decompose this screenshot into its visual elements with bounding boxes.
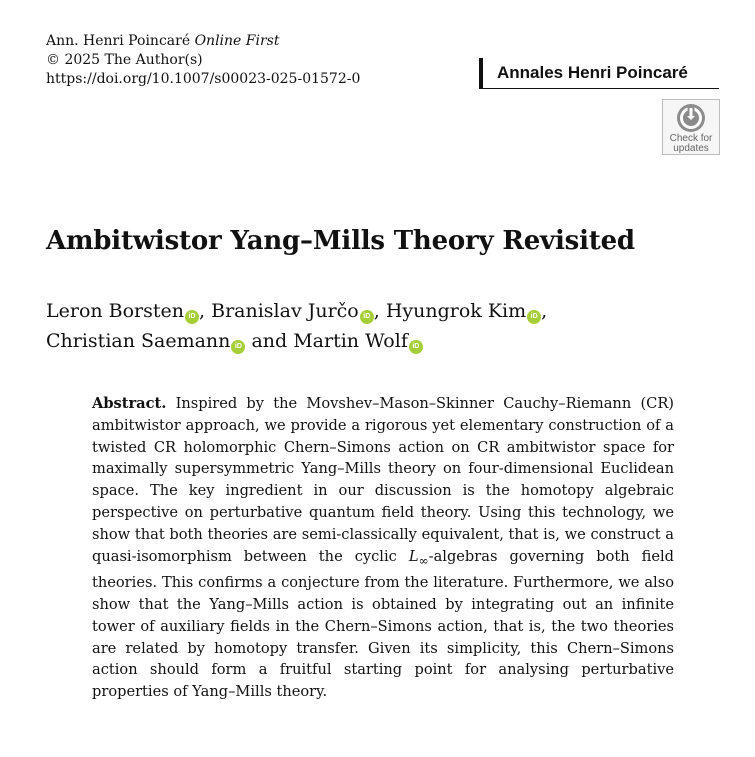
author-list	[46, 296, 706, 356]
infinity-subscript: ∞	[418, 553, 429, 568]
journal-name: Annales Henri Poincaré	[497, 63, 688, 82]
journal-name-box	[479, 58, 688, 88]
check-for-updates-badge[interactable]	[662, 99, 720, 155]
author-name: Martin Wolf	[293, 330, 408, 352]
updates-label: updates	[673, 143, 709, 154]
abstract-text-part-1: Inspired by the Movshev–Mason–Skinner Cauchy–Riemann (CR) ambitwistor approach, we provide a rigorous yet elementary construction of a twisted CR holomorphic Chern–Simons action on CR ambitwistor space for maximally supersymmetric Yang–Mills theory on four-dimensional Euclidean space. The key ingredient in our discussion is the homotopy algebraic perspective on perturbative quantum field theory. Using this technology, we show that both theories are semi-classically equivalent, that is, we construct a quasi-isomorphism between the cyclic	[92, 395, 674, 565]
author-separator: ,	[541, 300, 548, 322]
orcid-icon[interactable]: iD	[360, 310, 374, 324]
doi-link[interactable]: https://doi.org/10.1007/s00023-025-01572-0	[46, 71, 361, 87]
abstract-label: Abstract.	[92, 395, 167, 412]
author-name: Christian Saemann	[46, 330, 231, 352]
abstract-text-part-2: -algebras governing both field theories. This confirms a conjecture from the literature. Furthermore, we also show that the Yang–Mills action is obtained by integrating out an infinite tower of auxiliary fields in the Chern–Simons action, that is, the two theories are related by homotopy transfer. Given its simplicity, this Chern–Simons action should form a fruitful starting point for analysing perturbative properties of Yang–Mills theory.	[92, 547, 674, 701]
author-line-2	[46, 326, 706, 356]
orcid-icon[interactable]: iD	[409, 340, 423, 354]
orcid-icon[interactable]: iD	[527, 310, 541, 324]
author-separator: and	[245, 330, 294, 352]
author-name: Branislav Jurčo	[211, 300, 359, 322]
journal-citation-line	[46, 32, 426, 51]
journal-box-rule	[479, 88, 719, 89]
paper-title: Ambitwistor Yang–Mills Theory Revisited	[46, 226, 635, 256]
copyright-notice: © 2025 The Author(s)	[46, 52, 203, 68]
article-header-meta	[46, 32, 426, 89]
check-for-label: Check for	[669, 133, 713, 144]
journal-abbrev: Ann. Henri Poincaré	[46, 33, 191, 49]
author-name: Hyungrok Kim	[385, 300, 527, 322]
orcid-icon[interactable]: iD	[185, 310, 199, 324]
l-infinity-symbol: L	[408, 547, 419, 565]
author-line-1	[46, 296, 706, 326]
orcid-icon[interactable]: iD	[231, 340, 245, 354]
author-name: Leron Borsten	[46, 300, 185, 322]
abstract-paragraph	[92, 393, 674, 703]
publication-status: Online First	[194, 33, 280, 49]
author-separator: ,	[373, 300, 386, 322]
crossmark-icon	[676, 103, 706, 133]
author-separator: ,	[199, 300, 212, 322]
